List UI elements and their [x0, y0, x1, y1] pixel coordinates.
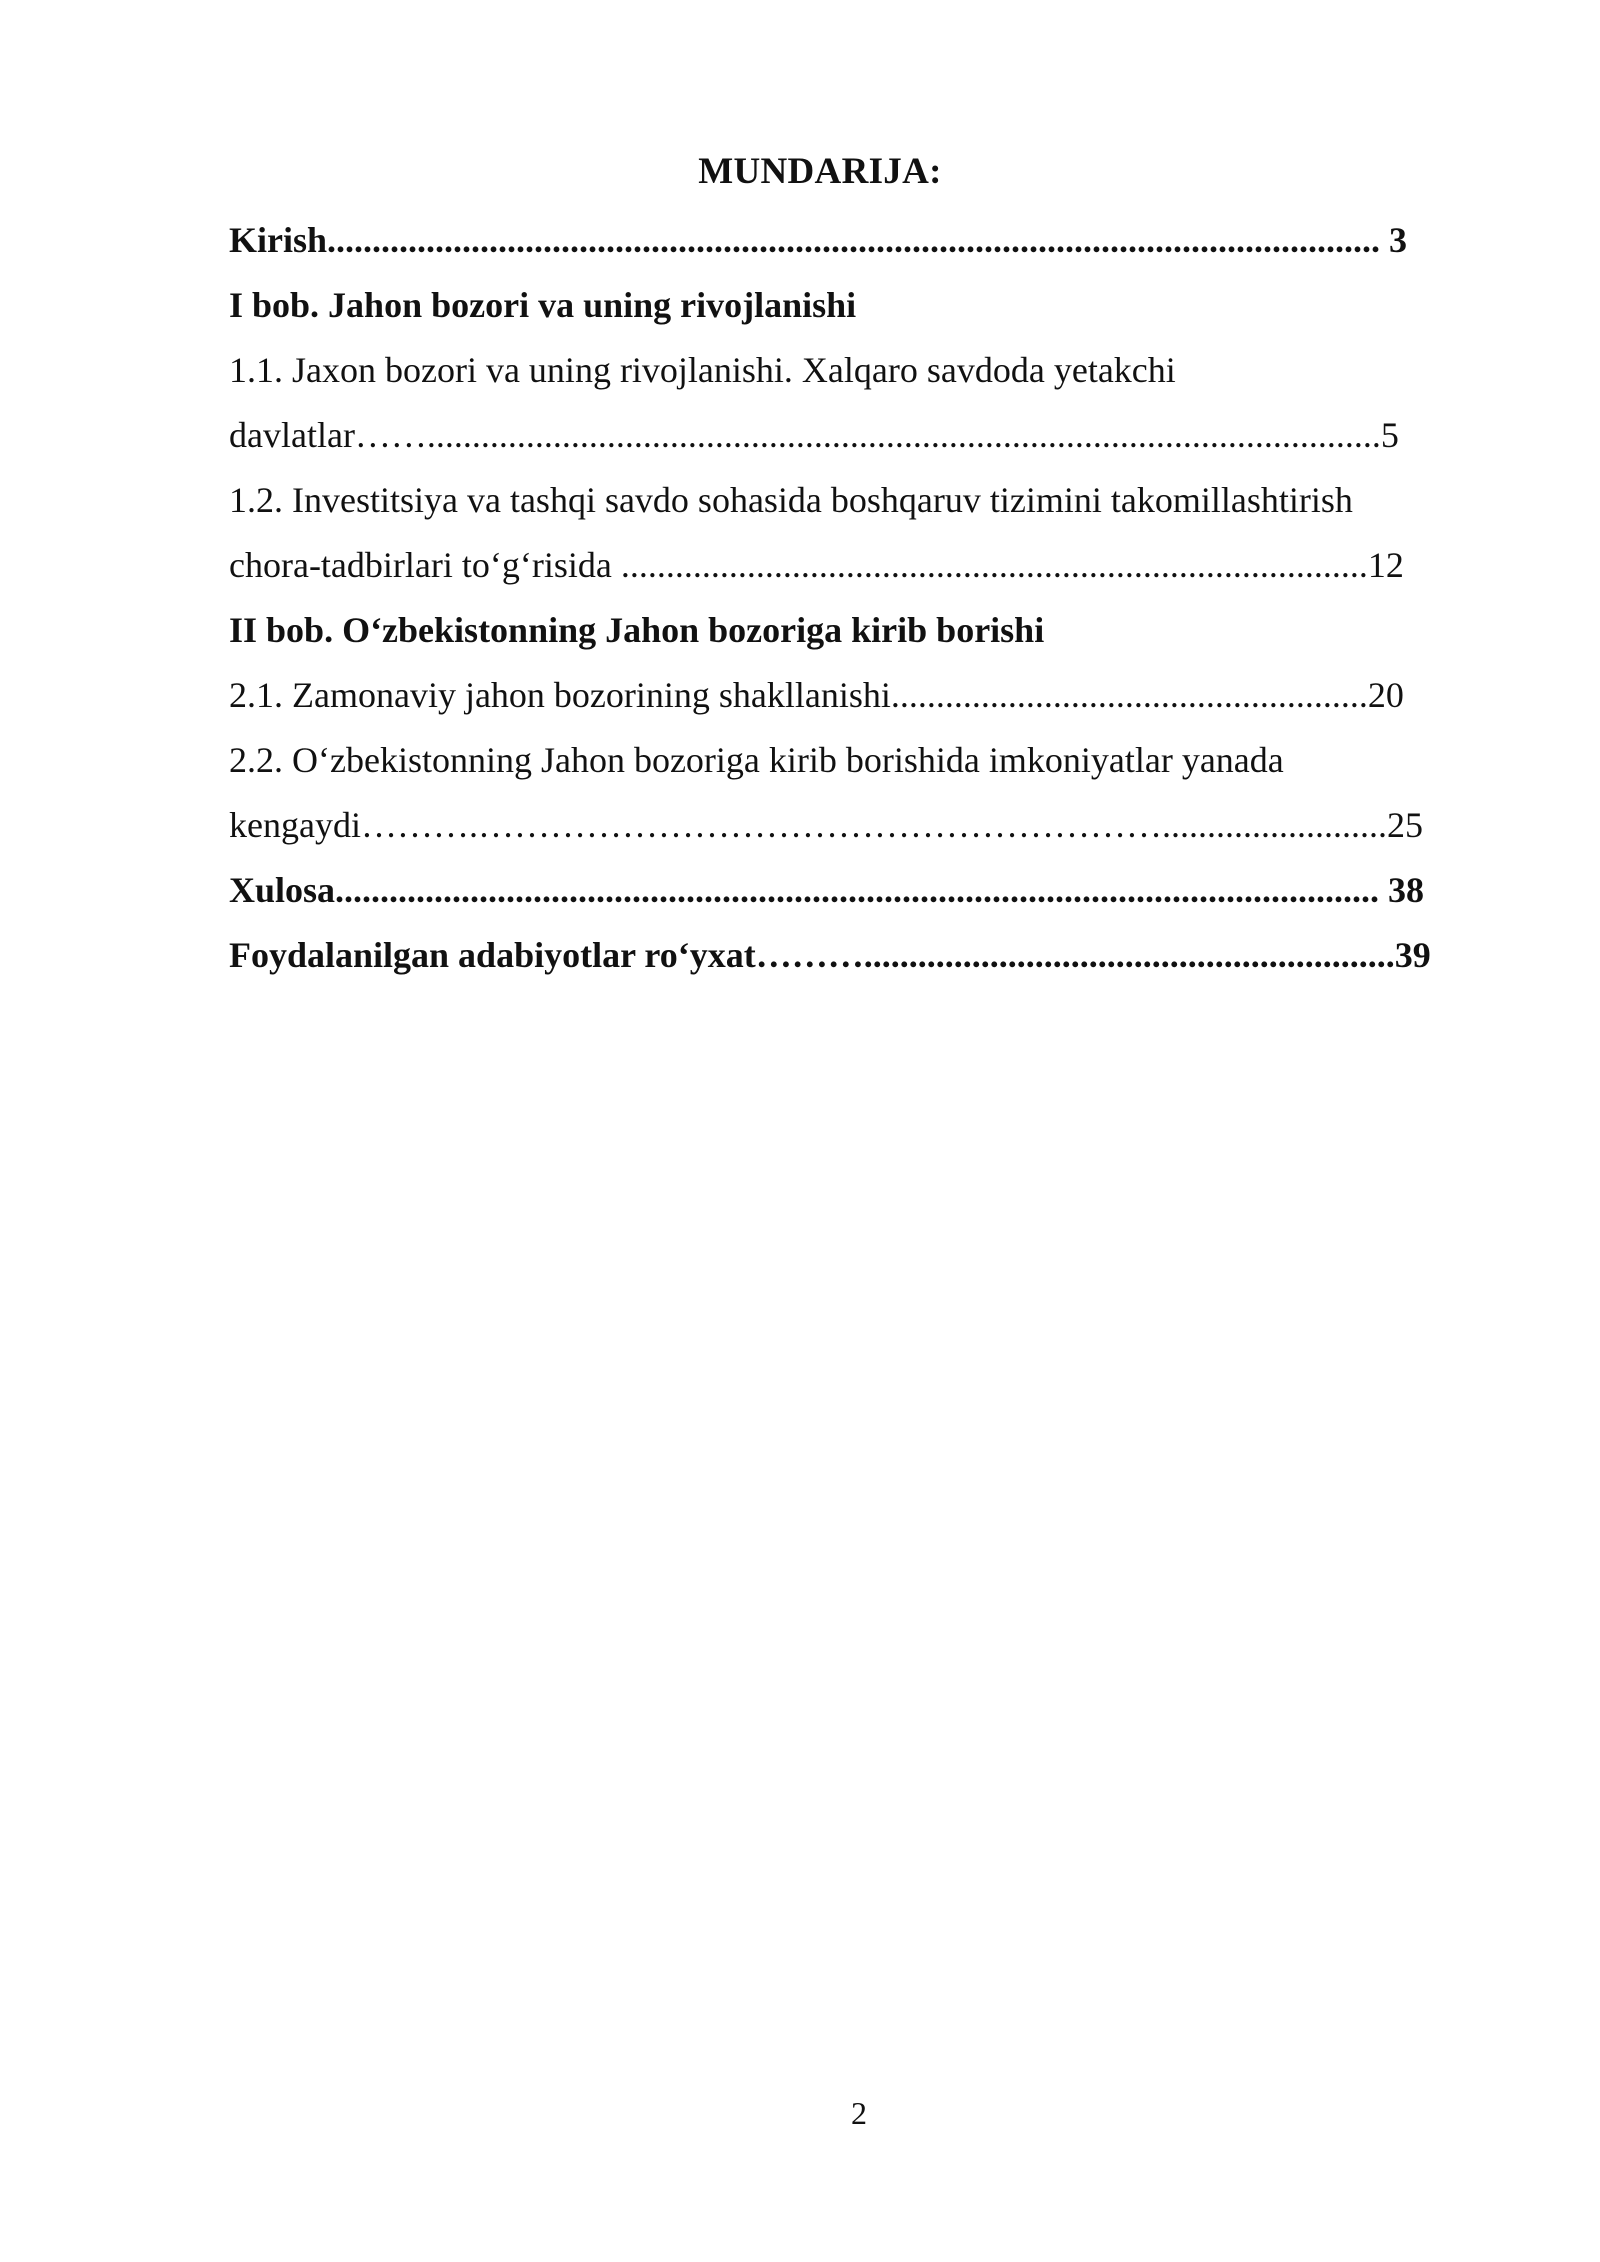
toc-entry-kirish: Kirish..................................................................................................................... 3: [229, 220, 1408, 260]
toc-entry-1-2-line-2: chora-tadbirlari to‘g‘risida ...................................................................................12: [229, 545, 1404, 585]
toc-entry-1-2-line-1: 1.2. Investitsiya va tashqi savdo sohasida boshqaruv tizimini takomillashtirish: [229, 480, 1353, 520]
toc-chapter-2-heading: II bob. O‘zbekistonning Jahon bozoriga kirib borishi: [229, 610, 1045, 650]
toc-chapter-1-heading: I bob. Jahon bozori va uning rivojlanishi: [229, 285, 857, 325]
toc-entry-2-2-line-2: kengaydi……….………………………………………………….........................25: [229, 805, 1423, 845]
toc-entry-1-1-line-2: davlatlar……..........................................................................................................5: [229, 415, 1399, 455]
toc-entry-1-1-line-1: 1.1. Jaxon bozori va uning rivojlanishi. Xalqaro savdoda yetakchi: [229, 350, 1176, 390]
toc-entry-2-1: 2.1. Zamonaviy jahon bozorining shakllanishi.....................................................20: [229, 675, 1404, 715]
page-number: 2: [851, 2095, 867, 2131]
toc-entry-bibliography: Foydalanilgan adabiyotlar ro‘yxat………...........................................................39: [229, 935, 1431, 975]
toc-entry-xulosa: Xulosa.................................................................................................................... 38: [229, 870, 1425, 910]
toc-title: MUNDARIJA:: [698, 151, 942, 192]
toc-entry-2-2-line-1: 2.2. O‘zbekistonning Jahon bozoriga kirib borishida imkoniyatlar yanada: [229, 740, 1284, 780]
table-of-contents: [229, 208, 1479, 988]
